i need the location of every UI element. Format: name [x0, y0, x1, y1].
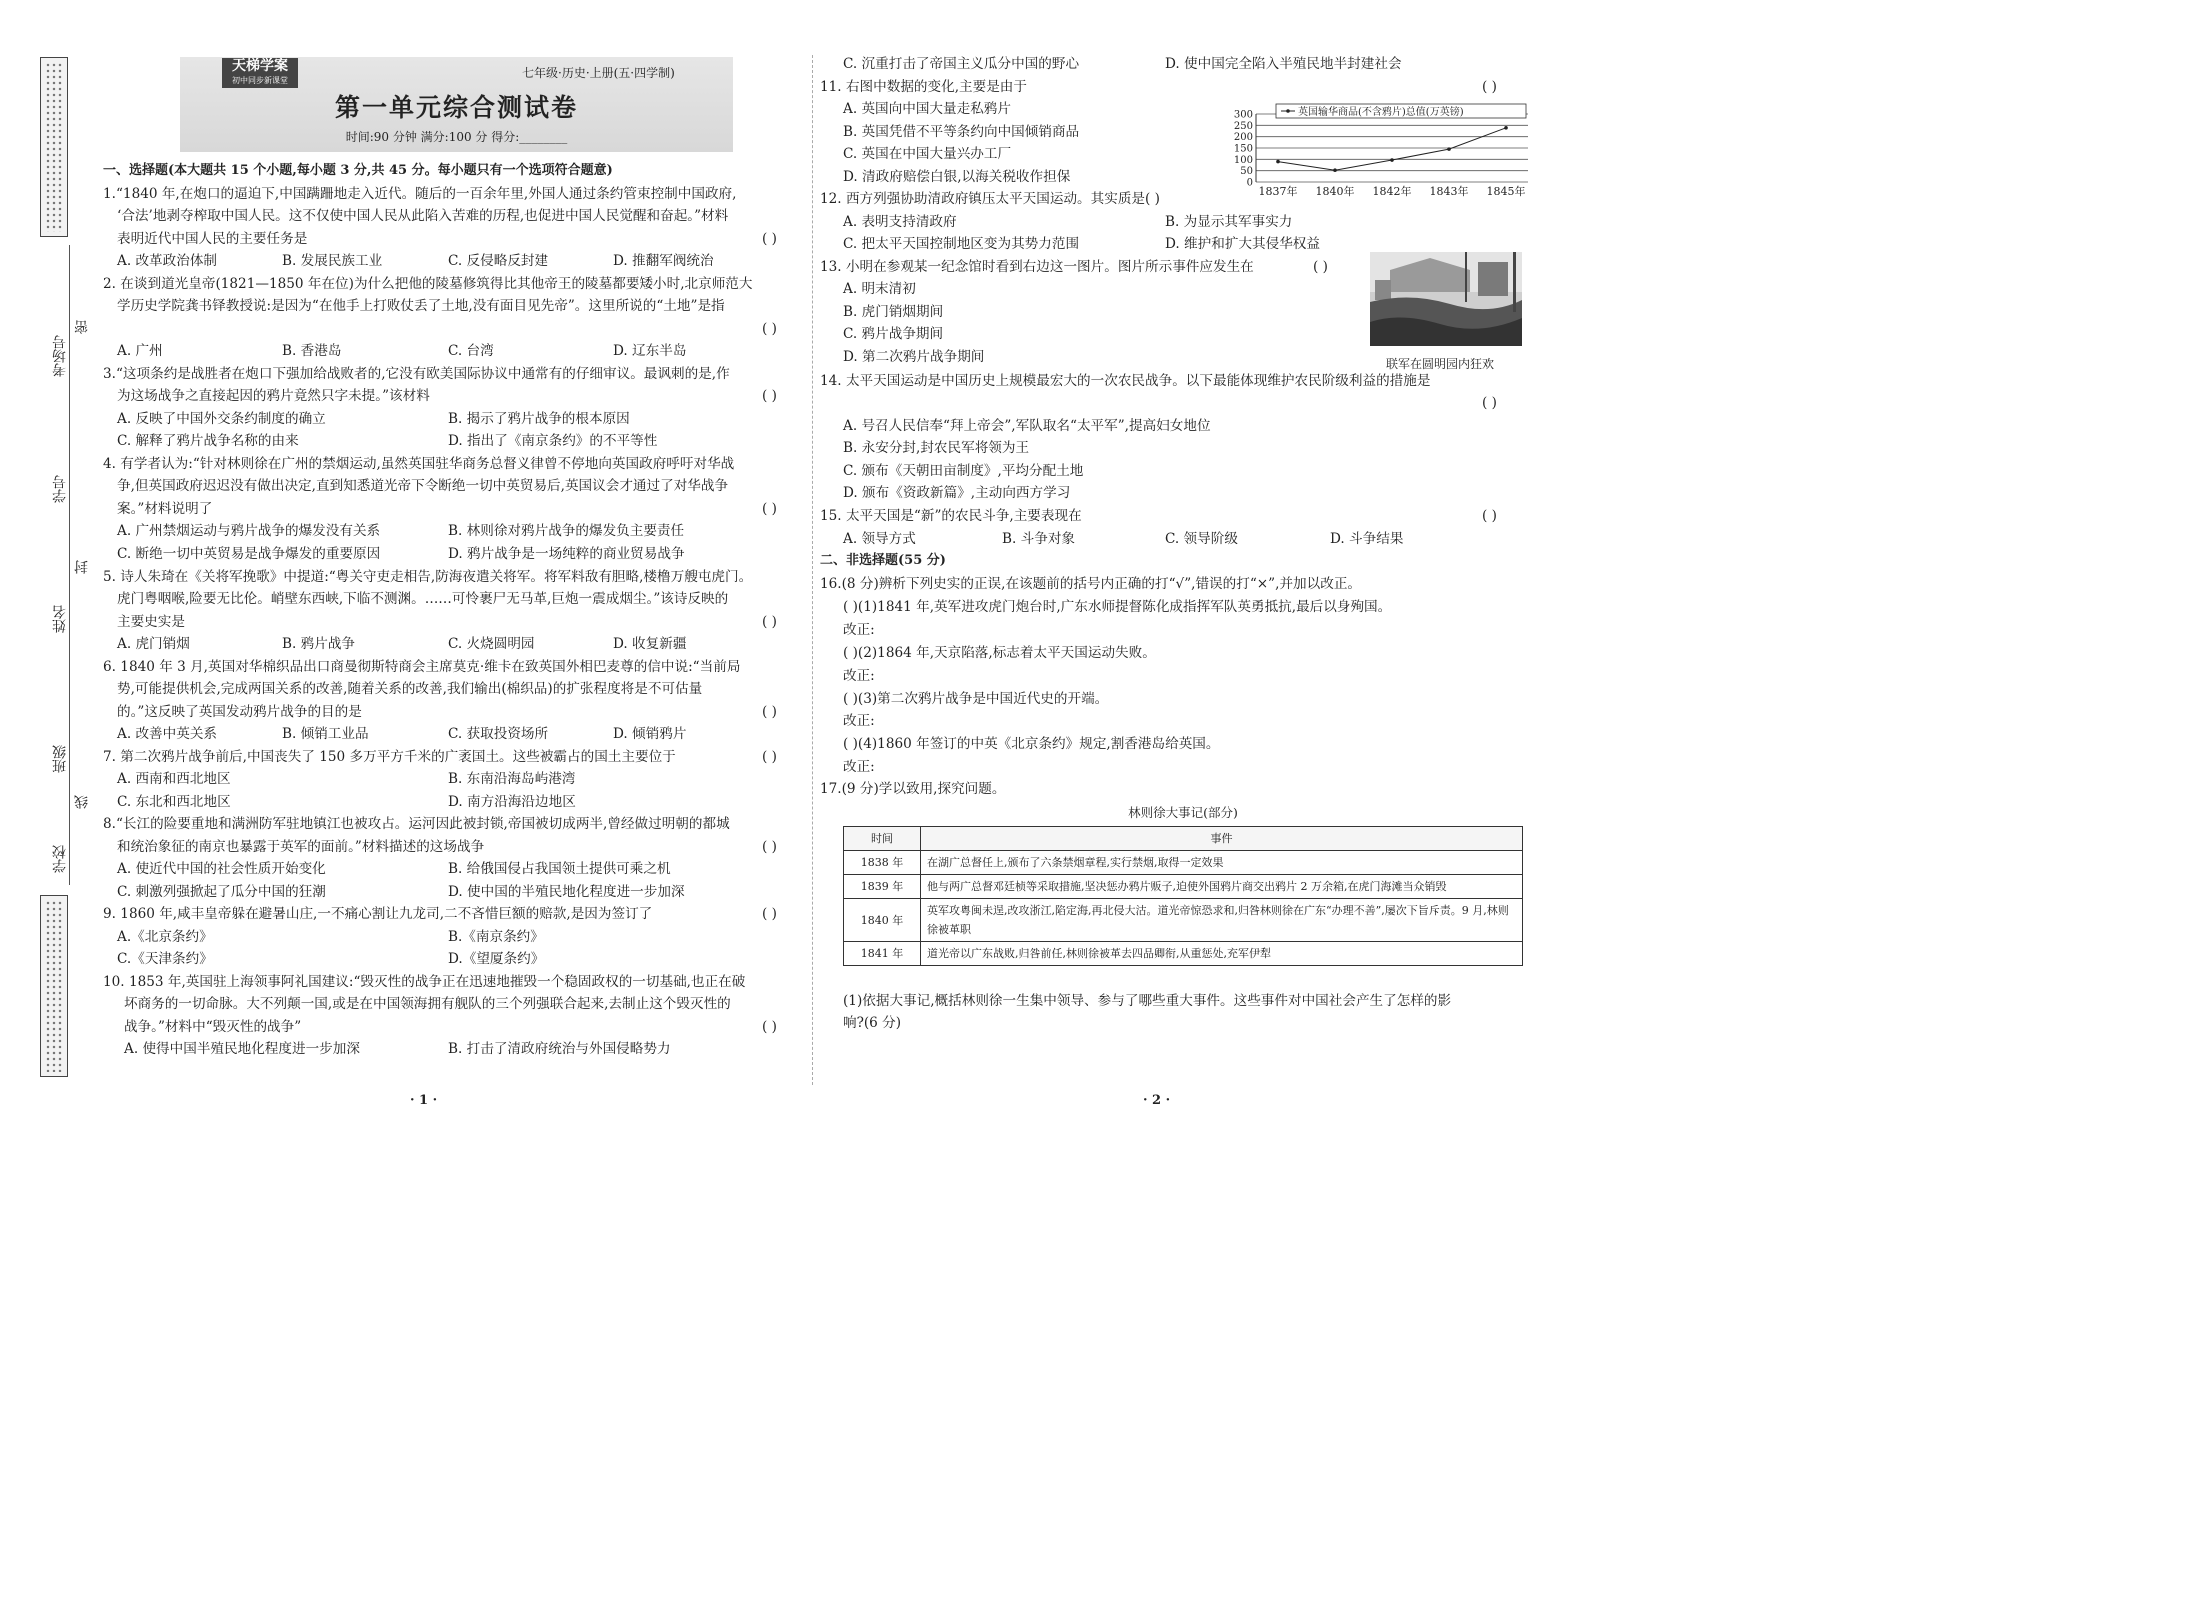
q3-line2: 为这场战争之直接起因的鸦片竟然只字未提。”该材料: [117, 388, 430, 404]
data-point: [1447, 147, 1451, 151]
q5-line1: 5. 诗人朱琦在《关将军挽歌》中提道:“粤关守吏走相告,防海夜遣关将军。将军料敌有胆略,楼橹万艘屯虎门。: [103, 569, 753, 585]
q8-option-b[interactable]: B. 给俄国侵占我国领土提供可乘之机: [448, 861, 671, 877]
row-event: 在湖广总督任上,颁布了六条禁烟章程,实行禁烟,取得一定效果: [921, 851, 1523, 875]
page-number-2: · 2 ·: [1143, 1093, 1171, 1108]
q4-line3: 案。”材料说明了: [117, 501, 213, 517]
q14-line1: 14. 太平天国运动是中国历史上规模最宏大的一次农民战争。以下最能体现维护农民阶级利益的措施是: [820, 373, 1431, 389]
q15-option-c[interactable]: C. 领导阶级: [1165, 531, 1238, 547]
q15-option-a[interactable]: A. 领导方式: [843, 531, 916, 547]
q13-option-a[interactable]: A. 明末清初: [843, 281, 916, 297]
label-school: 学校: [52, 845, 68, 873]
legend-marker: [1286, 109, 1290, 113]
y-tick-label: 50: [1240, 166, 1253, 178]
x-tick-label: 1837年: [1258, 185, 1298, 198]
row-event: 道光帝以广东战败,归咎前任,林则徐被革去四品卿衔,从重惩处,充军伊犁: [921, 942, 1523, 966]
y-tick-label: 100: [1233, 154, 1253, 166]
exam-info: 时间:90 分钟 满分:100 分 得分:________: [345, 130, 568, 144]
table-row: [844, 851, 1523, 875]
q1-answer[interactable]: ( ): [762, 231, 777, 247]
table-title: 林则徐大事记(部分): [1128, 805, 1238, 820]
row-event: 他与两广总督邓廷桢等采取措施,坚决惩办鸦片贩子,迫使外国鸦片商交出鸦片 2 万余箱,在虎门海滩当众销毁: [921, 875, 1523, 899]
q8-option-d[interactable]: D. 使中国的半殖民地化程度进一步加深: [448, 884, 685, 900]
row-event: 英军攻粤闽未逞,改攻浙江,陷定海,再北侵大沽。道光帝惊恐求和,归咎林则徐在广东“办理不善”,屡次下旨斥责。9 月,林则徐被革职: [921, 899, 1523, 942]
q3-answer[interactable]: ( ): [762, 388, 777, 404]
q7-line1: 7. 第二次鸦片战争前后,中国丧失了 150 多万平方千米的广袤国土。这些被霸占的国土主要位于: [103, 749, 676, 765]
q7-option-d[interactable]: D. 南方沿海沿边地区: [448, 794, 576, 810]
binding-pattern-top: [40, 57, 68, 237]
q10-option-d[interactable]: D. 使中国完全陷入半殖民地半封建社会: [1165, 56, 1402, 72]
header-time: 时间: [844, 827, 921, 851]
q17-line1: 17.(9 分)学以致用,探究问题。: [820, 781, 1006, 797]
binding-line: [69, 245, 70, 885]
q8-line1: 8.“长江的险要重地和满洲防军驻地镇江也被攻占。运河因此被封锁,帝国被切成两半,曾经做过明朝的都城: [103, 816, 730, 832]
q6-option-b[interactable]: B. 倾销工业品: [282, 726, 369, 742]
q15-line1: 15. 太平天国是“新”的农民斗争,主要表现在: [820, 508, 1082, 524]
q5-option-c[interactable]: C. 火烧圆明园: [448, 636, 535, 652]
grade-label: 七年级·历史·上册(五·四学制): [522, 66, 675, 80]
q2-option-a[interactable]: A. 广州: [117, 343, 163, 359]
label-class: 班级: [52, 745, 68, 773]
q4-option-c[interactable]: C. 断绝一切中英贸易是战争爆发的重要原因: [117, 546, 381, 562]
header-event: 事件: [921, 827, 1523, 851]
q10-line1: 10. 1853 年,英国驻上海领事阿礼国建议:“毁灭性的战争正在迅速地摧毁一个稳固政权的一切基础,也正在破: [103, 974, 746, 990]
q11-option-b[interactable]: B. 英国凭借不平等条约向中国倾销商品: [843, 124, 1080, 140]
q10-option-a[interactable]: A. 使得中国半殖民地化程度进一步加深: [124, 1041, 360, 1057]
q11-option-d[interactable]: D. 清政府赔偿白银,以海关税收作担保: [843, 169, 1071, 185]
q2-answer[interactable]: ( ): [762, 321, 777, 337]
q16-statement-3[interactable]: ( )(3)第二次鸦片战争是中国近代史的开端。: [843, 691, 1109, 707]
q12-option-c[interactable]: C. 把太平天国控制地区变为其势力范围: [843, 236, 1080, 252]
q8-line2: 和统治象征的南京也暴露于英军的面前。”材料描述的这场战争: [117, 839, 485, 855]
q9-line1: 9. 1860 年,咸丰皇帝躲在避暑山庄,一不痛心割让九龙司,二不吝惜巨额的赔款,是因为签订了: [103, 906, 653, 922]
q12-option-d[interactable]: D. 维护和扩大其侵华权益: [1165, 236, 1320, 252]
image-caption: 联军在圆明园内狂欢: [1386, 357, 1495, 371]
q3-option-a[interactable]: A. 反映了中国外交条约制度的确立: [117, 411, 326, 427]
x-tick-label: 1842年: [1372, 185, 1412, 198]
q2-line1: 2. 在谈到道光皇帝(1821—1850 年在位)为什么把他的陵墓修筑得比其他帝王的陵墓都要矮小时,北京师范大: [103, 276, 753, 292]
row-year: 1841 年: [844, 942, 921, 966]
q2-line2: 学历史学院龚书铎教授说:是因为“在他手上打败仗丢了土地,没有面目见先帝”。这里所说的“土地”是指: [117, 298, 725, 314]
q5-option-b[interactable]: B. 鸦片战争: [282, 636, 356, 652]
q13-option-b[interactable]: B. 虎门销烟期间: [843, 304, 944, 320]
column-divider: [812, 55, 813, 1085]
q16-line1: 16.(8 分)辨析下列史实的正误,在该题前的括号内正确的打“√”,错误的打“×”,并加以改正。: [820, 576, 1362, 592]
y-tick-label: 200: [1233, 132, 1253, 144]
q14-option-a[interactable]: A. 号召人民信奉“拜上帝会”,军队取名“太平军”,提高妇女地位: [843, 418, 1211, 434]
label-student-no: 学号: [52, 475, 68, 503]
q2-option-b[interactable]: B. 香港岛: [282, 343, 342, 359]
label-exam-room: 考场号: [52, 335, 68, 377]
q5-option-d[interactable]: D. 收复新疆: [613, 636, 687, 652]
q6-option-a[interactable]: A. 改善中英关系: [117, 726, 218, 742]
brand-main: 天梯学案: [232, 58, 288, 74]
q16-fix-1[interactable]: 改正:: [843, 622, 875, 638]
q17-sub1-line2: 响?(6 分): [843, 1015, 902, 1031]
series-line: [1278, 128, 1506, 170]
q14-option-c[interactable]: C. 颁布《天朝田亩制度》,平均分配土地: [843, 463, 1084, 479]
row-year: 1839 年: [844, 875, 921, 899]
q6-answer[interactable]: ( ): [762, 704, 777, 720]
q6-option-c[interactable]: C. 获取投资场所: [448, 726, 549, 742]
row-year: 1838 年: [844, 851, 921, 875]
data-point: [1276, 160, 1280, 164]
q7-option-c[interactable]: C. 东北和西北地区: [117, 794, 231, 810]
q4-option-b[interactable]: B. 林则徐对鸦片战争的爆发负主要责任: [448, 523, 685, 539]
q6-line3: 的。”这反映了英国发动鸦片战争的目的是: [117, 704, 362, 720]
q10-line2: 坏商务的一切命脉。大不列颠一国,或是在中国领海拥有舰队的三个列强联合起来,去制止这个毁灭性的: [124, 996, 731, 1012]
q17-sub1-line1: (1)依据大事记,概括林则徐一生集中领导、参与了哪些重大事件。这些事件对中国社会产生了怎样的影: [843, 993, 1452, 1009]
q5-line3: 主要史实是: [117, 614, 185, 630]
q16-fix-2[interactable]: 改正:: [843, 668, 875, 684]
y-tick-label: 250: [1233, 120, 1253, 132]
q7-option-b[interactable]: B. 东南沿海岛屿港湾: [448, 771, 576, 787]
q8-answer[interactable]: ( ): [762, 839, 777, 855]
lin-zexu-events-table: [843, 826, 1523, 966]
q4-line2: 争,但英国政府迟迟没有做出决定,直到知悉道光帝下令断绝一切中英贸易后,英国议会才通过了对华战争: [117, 478, 729, 494]
q1-line1: 1.“1840 年,在炮口的逼迫下,中国蹒跚地走入近代。随后的一百余年里,外国人通过条约管束控制中国政府,: [103, 186, 737, 202]
q13-option-c[interactable]: C. 鸦片战争期间: [843, 326, 944, 342]
q4-line1: 4. 有学者认为:“针对林则徐在广州的禁烟运动,虽然英国驻华商务总督义律曾不停地向英国政府呼吁对华战: [103, 456, 735, 472]
q1-line3: 表明近代中国人民的主要任务是: [117, 231, 308, 247]
q2-option-d[interactable]: D. 辽东半岛: [613, 343, 687, 359]
q16-statement-4[interactable]: ( )(4)1860 年签订的中英《北京条约》规定,割香港岛给英国。: [843, 736, 1220, 752]
q6-line2: 势,可能提供机会,完成两国关系的改善,随着关系的改善,我们输出(棉织品)的扩张程度将是不可估量: [117, 681, 703, 697]
label-name: 姓名: [52, 605, 68, 633]
q4-option-d[interactable]: D. 鸦片战争是一场纯粹的商业贸易战争: [448, 546, 685, 562]
table-header-row: [844, 827, 1523, 851]
q11-answer[interactable]: ( ): [1482, 79, 1497, 95]
q2-option-c[interactable]: C. 台湾: [448, 343, 494, 359]
q3-option-c[interactable]: C. 解释了鸦片战争名称的由来: [117, 433, 299, 449]
brand-logo: [222, 58, 298, 88]
q9-option-c[interactable]: C.《天津条约》: [117, 951, 213, 967]
binding-pattern-bottom: [40, 895, 68, 1077]
q16-statement-1[interactable]: ( )(1)1841 年,英军进攻虎门炮台时,广东水师提督陈化成指挥军队英勇抵抗,最后以身殉国。: [843, 599, 1392, 615]
q10-answer[interactable]: ( ): [762, 1019, 777, 1035]
table-row: [844, 875, 1523, 899]
q5-answer[interactable]: ( ): [762, 614, 777, 630]
label-seal: 密: [74, 320, 90, 334]
old-summer-palace-image: [1370, 252, 1522, 346]
data-point: [1390, 158, 1394, 162]
q12-option-b[interactable]: B. 为显示其军事实力: [1165, 214, 1293, 230]
table-row: [844, 899, 1523, 942]
q3-option-d[interactable]: D. 指出了《南京条约》的不平等性: [448, 433, 658, 449]
q9-answer[interactable]: ( ): [762, 906, 777, 922]
q6-option-d[interactable]: D. 倾销鸦片: [613, 726, 687, 742]
q12-option-a[interactable]: A. 表明支持清政府: [843, 214, 957, 230]
q15-answer[interactable]: ( ): [1482, 508, 1497, 524]
x-tick-label: 1843年: [1429, 185, 1469, 198]
q5-line2: 虎门粤咽喉,险要无比伦。峭壁东西峡,下临不测渊。……可怜裹尸无马革,巨炮一震成烟尘。”该诗反映的: [117, 591, 729, 607]
q12-line1: 12. 西方列强协助清政府镇压太平天国运动。其实质是( ): [820, 191, 1160, 207]
data-point: [1333, 168, 1337, 172]
q6-line1: 6. 1840 年 3 月,英国对华棉织品出口商曼彻斯特商会主席莫克·维卡在致英国外相巴麦尊的信中说:“当前局: [103, 659, 741, 675]
trade-line-chart: [1228, 100, 1540, 200]
label-line: 线: [74, 795, 90, 809]
q3-line1: 3.“这项条约是战胜者在炮口下强加给战败者的,它没有欧美国际协议中通常有的仔细审议。最讽刺的是,作: [103, 366, 730, 382]
q14-answer[interactable]: ( ): [1482, 395, 1497, 411]
q9-option-b[interactable]: B.《南京条约》: [448, 929, 544, 945]
q15-option-d[interactable]: D. 斗争结果: [1330, 531, 1404, 547]
x-tick-label: 1845年: [1486, 185, 1526, 198]
q13-option-d[interactable]: D. 第二次鸦片战争期间: [843, 349, 985, 365]
brand-sub: 初中同步新课堂: [232, 76, 288, 85]
q11-line1: 11. 右图中数据的变化,主要是由于: [820, 79, 1027, 95]
q8-option-c[interactable]: C. 刺激列强掀起了瓜分中国的狂潮: [117, 884, 326, 900]
q14-option-d[interactable]: D. 颁布《资政新篇》,主动向西方学习: [843, 485, 1071, 501]
row-year: 1840 年: [844, 899, 921, 942]
q11-option-c[interactable]: C. 英国在中国大量兴办工厂: [843, 146, 1012, 162]
q7-answer[interactable]: ( ): [762, 749, 777, 765]
q10-option-c[interactable]: C. 沉重打击了帝国主义瓜分中国的野心: [843, 56, 1080, 72]
q10-option-b[interactable]: B. 打击了清政府统治与外国侵略势力: [448, 1041, 671, 1057]
q13-answer[interactable]: ( ): [1313, 259, 1328, 275]
q1-option-c[interactable]: C. 反侵略反封建: [448, 253, 549, 269]
label-seal2: 封: [74, 560, 90, 574]
q4-answer[interactable]: ( ): [762, 501, 777, 517]
q9-option-a[interactable]: A.《北京条约》: [117, 929, 213, 945]
q16-fix-4[interactable]: 改正:: [843, 759, 875, 775]
q11-option-a[interactable]: A. 英国向中国大量走私鸦片: [843, 101, 1011, 117]
table-row: [844, 942, 1523, 966]
q10-line3: 战争。”材料中“毁灭性的战争”: [124, 1019, 302, 1035]
section1-title: 一、选择题(本大题共 15 个小题,每小题 3 分,共 45 分。每小题只有一个选项符合题意): [103, 163, 613, 178]
data-point: [1504, 126, 1508, 130]
q3-option-b[interactable]: B. 揭示了鸦片战争的根本原因: [448, 411, 630, 427]
y-tick-label: 0: [1246, 177, 1253, 189]
q15-option-b[interactable]: B. 斗争对象: [1002, 531, 1076, 547]
q4-option-a[interactable]: A. 广州禁烟运动与鸦片战争的爆发没有关系: [117, 523, 381, 539]
q1-option-d[interactable]: D. 推翻军阀统治: [613, 253, 714, 269]
q8-option-a[interactable]: A. 使近代中国的社会性质开始变化: [117, 861, 326, 877]
q9-option-d[interactable]: D.《望厦条约》: [448, 951, 545, 967]
q1-option-b[interactable]: B. 发展民族工业: [282, 253, 383, 269]
y-tick-label: 150: [1233, 143, 1253, 155]
q1-option-a[interactable]: A. 改革政治体制: [117, 253, 218, 269]
q1-line2: ‘合法’地剥夺榨取中国人民。这不仅使中国人民从此陷入苦难的历程,也促进中国人民觉醒和奋起。”材料: [117, 208, 729, 224]
page-number-1: · 1 ·: [410, 1093, 438, 1108]
page-title: 第一单元综合测试卷: [334, 93, 578, 122]
q14-option-b[interactable]: B. 永安分封,封农民军将领为王: [843, 440, 1030, 456]
y-tick-label: 300: [1233, 109, 1253, 121]
q16-fix-3[interactable]: 改正:: [843, 713, 875, 729]
x-tick-label: 1840年: [1315, 185, 1355, 198]
q13-line1: 13. 小明在参观某一纪念馆时看到右边这一图片。图片所示事件应发生在: [820, 259, 1254, 275]
q5-option-a[interactable]: A. 虎门销烟: [117, 636, 190, 652]
q7-option-a[interactable]: A. 西南和西北地区: [117, 771, 231, 787]
legend-label: 英国输华商品(不含鸦片)总值(万英镑): [1298, 107, 1464, 118]
q16-statement-2[interactable]: ( )(2)1864 年,天京陷落,标志着太平天国运动失败。: [843, 645, 1156, 661]
section2-title: 二、非选择题(55 分): [820, 553, 946, 568]
